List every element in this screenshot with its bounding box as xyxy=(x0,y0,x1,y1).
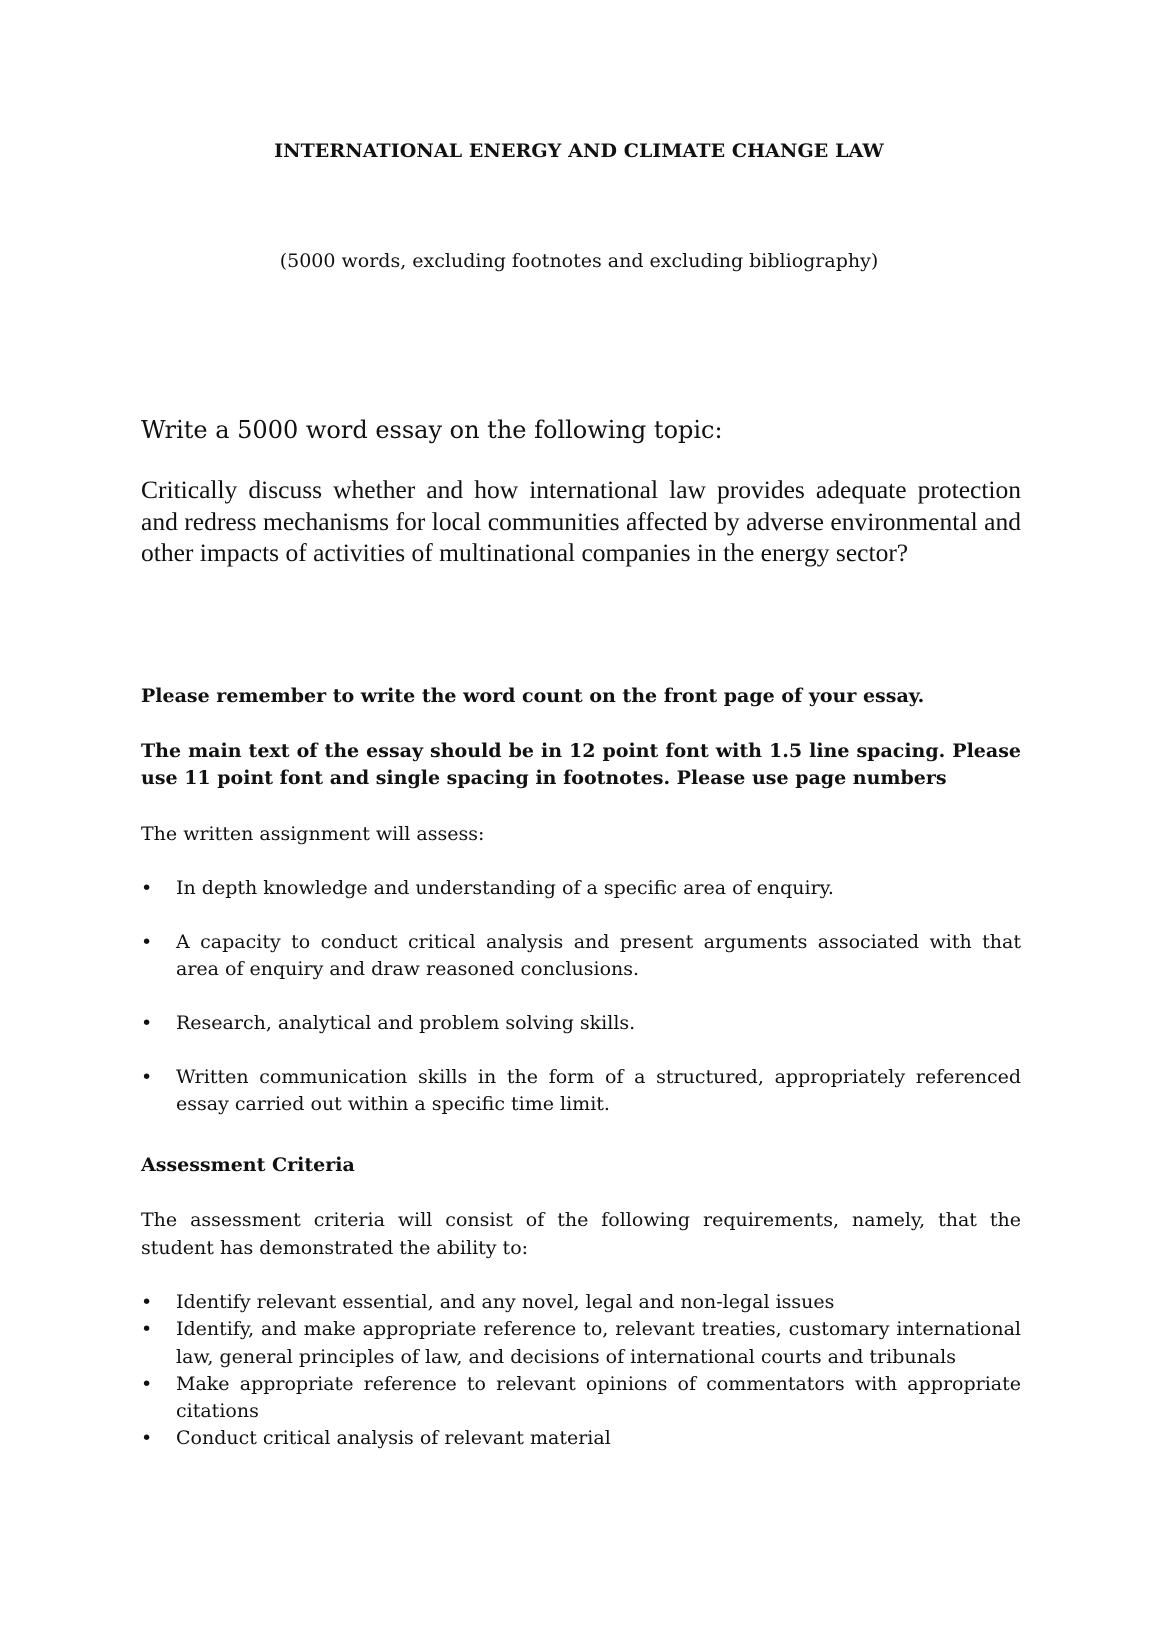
list-item-text: A capacity to conduct critical analysis and present arguments associated with that area of enquiry and draw reasoned conclusions. xyxy=(176,931,1021,980)
assessment-intro: The written assignment will assess: xyxy=(141,823,485,845)
bullet-icon: • xyxy=(141,1427,153,1450)
essay-instruction: Write a 5000 word essay on the following topic: xyxy=(141,416,723,444)
bullet-icon: • xyxy=(141,1066,153,1088)
list-item-text: Research, analytical and problem solving skills. xyxy=(176,1012,636,1034)
list-item xyxy=(141,1316,1021,1371)
list-item-text: Conduct critical analysis of relevant material xyxy=(176,1427,611,1450)
criteria-list xyxy=(141,1289,1021,1453)
list-item-text: Identify relevant essential, and any novel, legal and non-legal issues xyxy=(176,1291,835,1313)
essay-topic: Critically discuss whether and how international law provides adequate protection and redress mechanisms for local communities affected by adverse environmental and other impacts of activities of multinational companies in the energy sector? xyxy=(141,475,1021,567)
list-item xyxy=(141,1371,1021,1426)
word-count-reminder: Please remember to write the word count on the front page of your essay. xyxy=(141,685,925,707)
bullet-icon: • xyxy=(141,1372,153,1395)
list-item xyxy=(141,1289,1021,1316)
bullet-icon: • xyxy=(141,1318,153,1341)
list-item-text: Identify, and make appropriate reference to, relevant treaties, customary international law, general principles of law, and decisions of international courts and tribunals xyxy=(176,1318,1021,1368)
list-item xyxy=(141,1064,1021,1118)
bullet-icon: • xyxy=(141,877,153,899)
list-item xyxy=(141,929,1021,983)
bullet-icon: • xyxy=(141,1012,153,1034)
assessment-list xyxy=(141,875,1021,1145)
criteria-intro: The assessment criteria will consist of the following requirements, namely, that the student has demonstrated the ability to: xyxy=(141,1209,1021,1259)
bullet-icon: • xyxy=(141,1291,153,1313)
formatting-note: The main text of the essay should be in 12 point font with 1.5 line spacing. Please use 11 point font and single spacing in footnotes. Please use page numbers xyxy=(141,740,1021,789)
list-item-text: Make appropriate reference to relevant opinions of commentators with appropriate citations xyxy=(176,1372,1021,1423)
list-item xyxy=(141,875,1021,902)
list-item xyxy=(141,1010,1021,1037)
list-item-text: In depth knowledge and understanding of a specific area of enquiry. xyxy=(176,877,834,899)
list-item-text: Written communication skills in the form of a structured, appropriately referenced essay carried out within a specific time limit. xyxy=(176,1066,1021,1115)
document-subtitle: (5000 words, excluding footnotes and excluding bibliography) xyxy=(279,250,879,272)
criteria-heading: Assessment Criteria xyxy=(141,1154,355,1176)
document-title: INTERNATIONAL ENERGY AND CLIMATE CHANGE LAW xyxy=(274,140,884,162)
bullet-icon: • xyxy=(141,931,153,953)
list-item xyxy=(141,1425,1021,1452)
